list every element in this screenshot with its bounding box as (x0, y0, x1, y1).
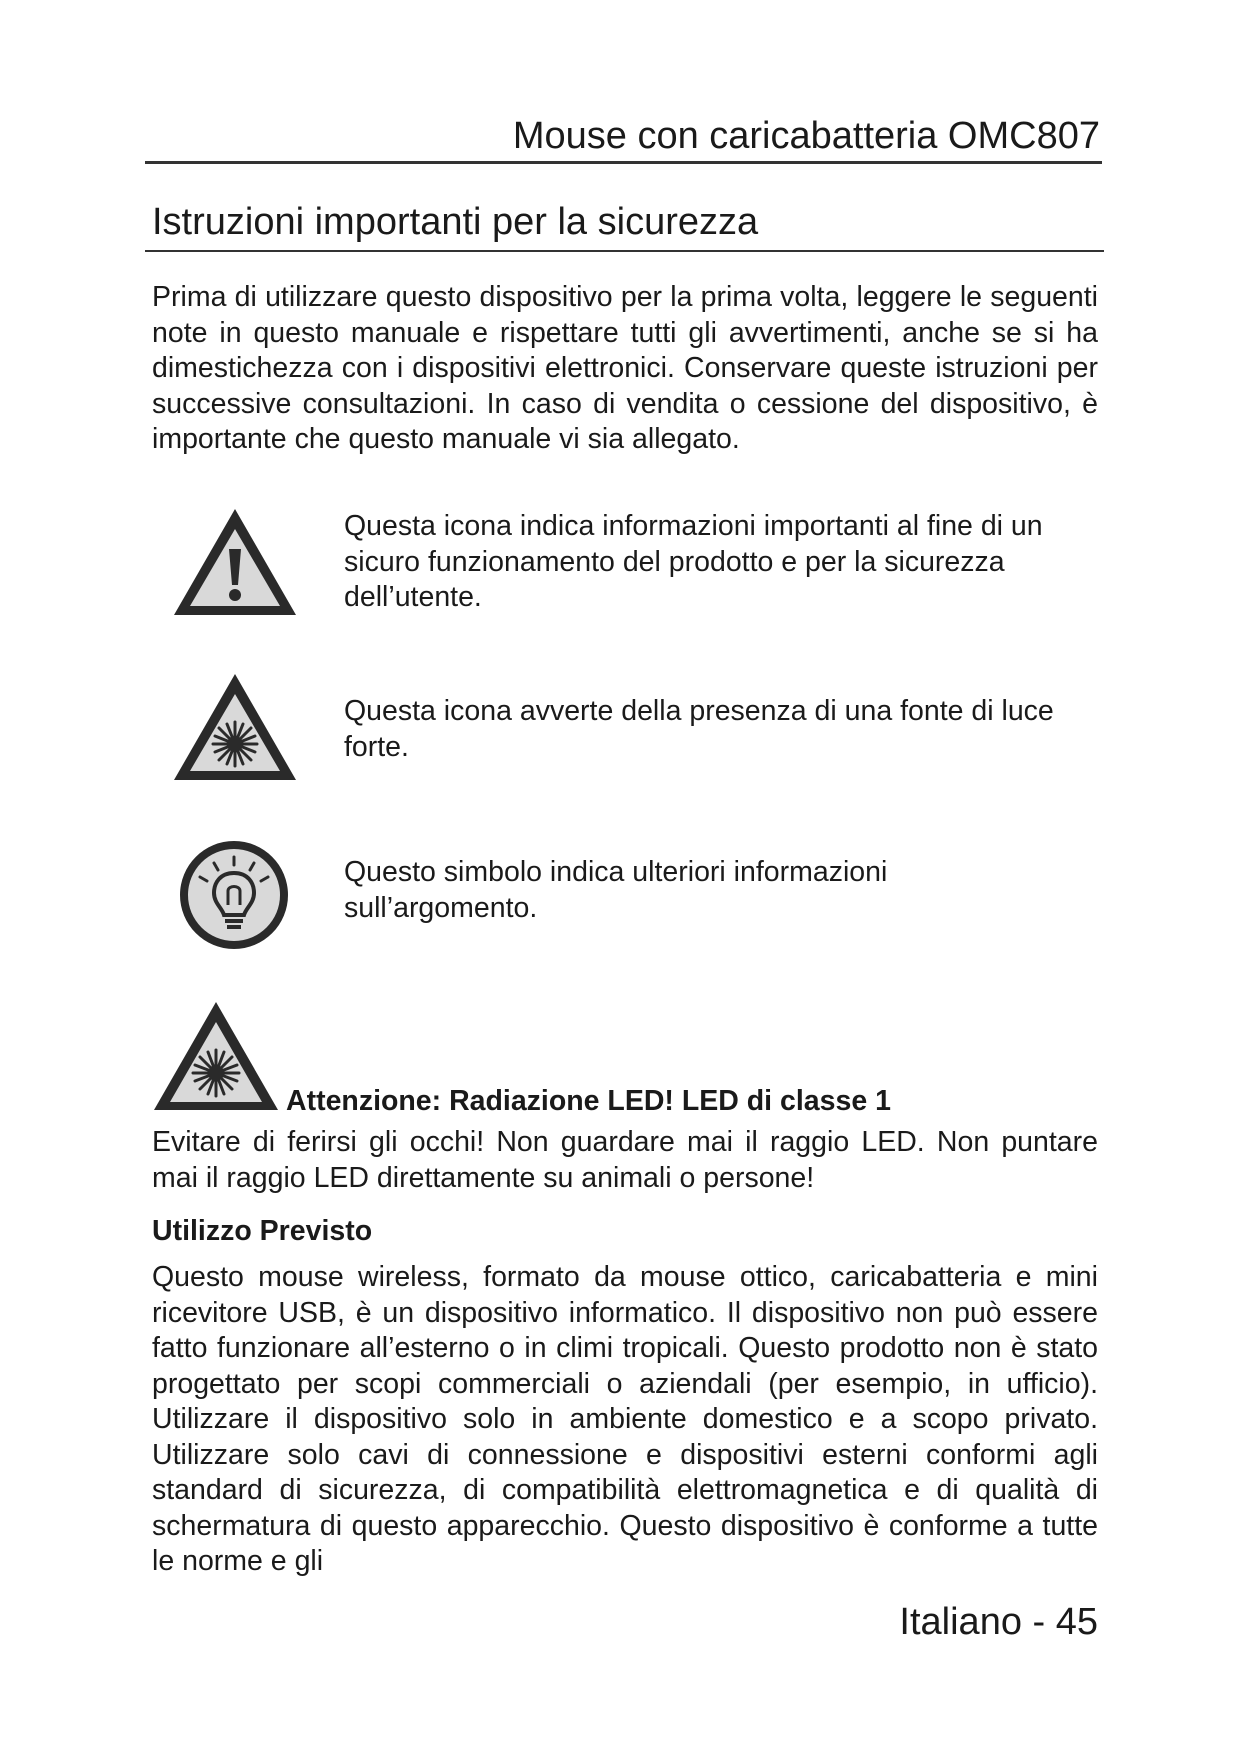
intro-paragraph: Prima di utilizzare questo dispositivo per la prima volta, leggere le seguenti note in questo manuale e rispettare tutti gli avvertimenti, anche se si ha dimestichezza con i dispositivi elettronici. Conservare queste istruzioni per successive consultazioni. In caso di vendita o cessione del dispositivo, è importante che questo manuale vi sia allegato. (152, 281, 1098, 455)
warning-exclamation-icon (170, 505, 300, 620)
header-rule (145, 161, 1102, 164)
led-warning-title: Attenzione: Radiazione LED! LED di classe 1 (286, 1085, 891, 1117)
page-number: Italiano - 45 (899, 1601, 1098, 1643)
lightbulb-info-icon (170, 835, 300, 955)
running-header: Mouse con caricabatteria OMC807 (512, 115, 1100, 157)
led-radiation-warning-icon (152, 1000, 280, 1112)
section-title: Istruzioni importanti per la sicurezza (152, 201, 759, 243)
intended-use-heading: Utilizzo Previsto (152, 1215, 373, 1247)
bright-light-warning-icon (170, 670, 300, 785)
intended-use-paragraph: Questo mouse wireless, formato da mouse ottico, caricabatteria e mini ricevitore USB, è un dispositivo informatico. Il dispositivo non può essere fatto funzionare all’esterno o in climi tropicali. Questo prodotto non è stato progettato per scopi commerciali o aziendali (per esempio, in ufficio). Utilizzare il dispositivo solo in ambiente domestico e a scopo privato. Utilizzare solo cavi di connessione e dispositivi esterni conformi agli standard di sicurezza, di compatibilità elettromagnetica e di qualità di schermatura di questo apparecchio. Questo dispositivo è conforme a tutte le norme e gli (152, 1261, 1098, 1577)
led-warning-text: Evitare di ferirsi gli occhi! Non guardare mai il raggio LED. Non puntare mai il raggio LED direttamente su animali o persone! (152, 1126, 1098, 1194)
section-rule (145, 250, 1104, 252)
icon-legend-text: Questa icona indica informazioni importanti al fine di un sicuro funzionamento del prodotto e per la sicurezza dell’utente. (344, 510, 1043, 613)
icon-legend-text: Questo simbolo indica ulteriori informazioni sull’argomento. (344, 856, 888, 924)
icon-legend-text: Questa icona avverte della presenza di una fonte di luce forte. (344, 695, 1054, 763)
